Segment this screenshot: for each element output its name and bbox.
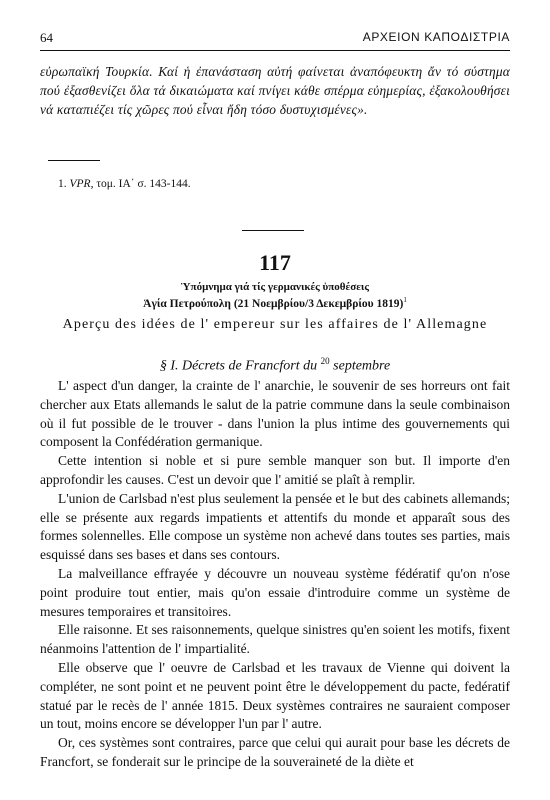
footnote-number: 1. [58, 178, 67, 190]
body-paragraph: L'union de Carlsbad n'est plus seulement la pensée et le but des cabinets allemands; elle se présente aux regards impatients et attentifs du monde et apparaît sous des formes solennelles. Elle compose un système non achevé dans toutes ses parties, mais esquissé dans ses bases et dans ses contours. [40, 490, 510, 563]
document-number: 117 [259, 250, 291, 275]
continuation-paragraph [40, 62, 510, 119]
document-place-date [0, 296, 550, 310]
place-date-text: Ἁγία Πετρούπολη (21 Νοεμβρίου/3 Δεκεμβρίου 1819) [143, 297, 404, 310]
body-paragraph: Elle observe que l' oeuvre de Carlsbad et les travaux de Vienne qui doivent la compléter, ne sont point et ne peuvent point être le développement du pacte, fedératif statué par le recès de l' année 1815. Deux systèmes contraires ne sauraient composer un tout, moins encore se développer l'un par l' autre. [40, 659, 510, 732]
document-title: Aperçu des idées de l' empereur sur les affaires de l' Allemagne [62, 317, 488, 332]
continuation-text: εὐρωπαϊκή Τουρκία. Καί ἡ ἐπανάσταση αὐτή φαίνεται ἀναπόφευκτη ἄν τό σύστημα πού ἐξασθενίζει ὅλα τά δικαιώματα καί πνίγει κάθε σπέρμα εὐημερίας, ἐξακολουθήσει νά καταπιέζει τίς χῶρες πού εἶναι ἤδη τόσο δυστυχισμένες». [40, 64, 510, 117]
body-paragraph: L' aspect d'un danger, la crainte de l' anarchie, le souvenir de ses horreurs ont fait chercher aux Etats allemands le salut de la patrie commune dans la seule combinaison où il fut possible de le trouver - dans l'union la plus intime des gouvernements qui composent la Confédération germanique. [40, 378, 510, 450]
body-paragraph: Elle raisonne. Et ses raisonnements, quelque sinistres qu'en soient les motifs, fixent néanmoins l'attention de l' impartialité. [40, 622, 510, 657]
section-heading-text: § I. Décrets de Francfort du [159, 358, 318, 374]
section-divider [242, 230, 304, 231]
body-paragraph: Cette intention si noble et si pure semble manquer son but. Il importe d'en approfondir les causes. C'est un devoir que l' amitié se plaît à remplir. [40, 453, 510, 487]
section-heading-day: 20 [320, 356, 330, 366]
header-rule [40, 50, 510, 51]
document-subtitle: Ὑπόμνημα γιά τίς γερμανικές ὑποθέσεις [181, 281, 369, 293]
page-number: 64 [40, 30, 53, 45]
section-heading [0, 356, 550, 375]
body-paragraph: La malveillance effrayée y découvre un nouveau système fédératif qu'on n'ose point produire tout entier, mais qu'on essaie d'introduire comme un système de mesures temporaires et transitoires. [40, 565, 510, 619]
footnote-rule [48, 160, 100, 161]
footnote [58, 178, 191, 190]
footnote-reference: τομ. ΙΑ΄ σ. 143-144. [96, 178, 191, 190]
body-paragraph: Or, ces systèmes sont contraires, parce que celui qui aurait pour base les décrets de Francfort, se fonderait sur le principe de la souveraineté de la diète et [40, 735, 510, 769]
running-title: ΑΡΧΕΙΟΝ ΚΑΠΟΔΙΣΤΡΙΑ [362, 30, 510, 44]
page-header [40, 30, 510, 50]
section-heading-month: septembre [333, 358, 391, 374]
body-text [40, 377, 510, 772]
footnote-source: VPR, [69, 178, 94, 190]
place-date-note: 1 [403, 296, 407, 304]
